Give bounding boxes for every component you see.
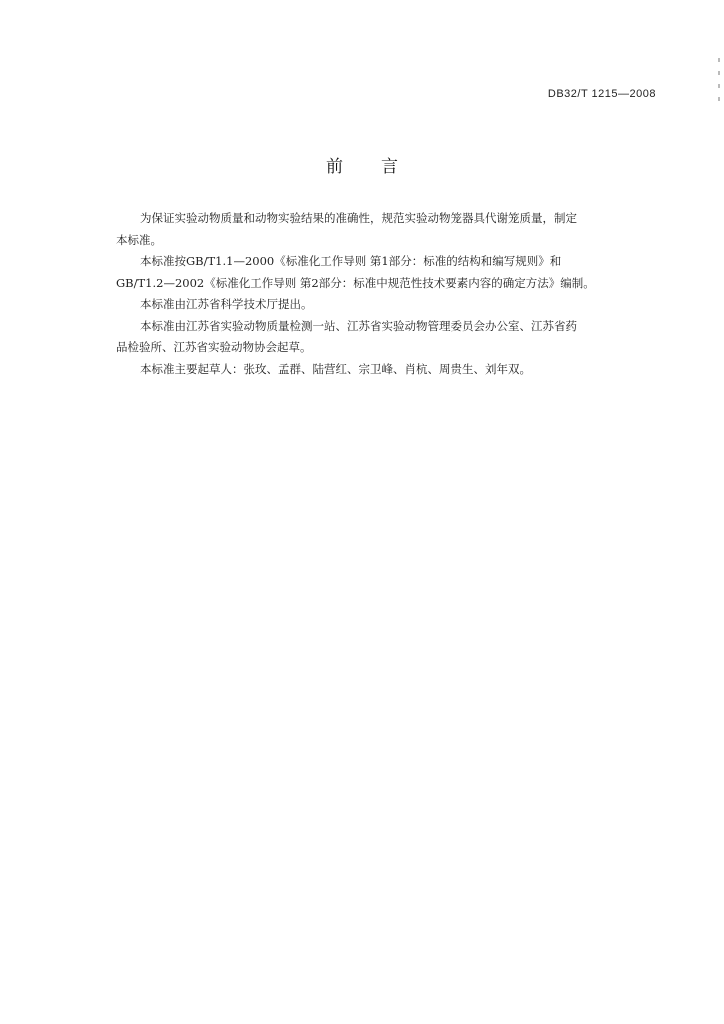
paragraph-line: GB/T1.2—2002《标准化工作导则 第2部分：标准中规范性技术要素内容的确定方法》编制。 [116,275,595,290]
paragraph-purpose [116,208,644,251]
paragraph-line: 本标准由江苏省实验动物质量检测一站、江苏省实验动物管理委员会办公室、江苏省药 [140,318,577,333]
scan-edge-marks [718,58,722,108]
scan-mark [718,71,720,75]
scan-mark [718,97,720,101]
standard-code: DB32/T 1215—2008 [547,88,656,100]
paragraph-line: 为保证实验动物质量和动物实验结果的准确性，规范实验动物笼器具代谢笼质量，制定 [140,211,577,225]
paragraph-proposer [116,294,644,316]
scan-mark [718,58,720,62]
foreword-body [116,208,644,380]
paragraph-drafting-units [116,316,644,359]
paragraph-drafters [116,359,644,381]
page-title: 前言 [326,157,436,177]
paragraph-line: 本标准按GB/T1.1—2000《标准化工作导则 第1部分：标准的结构和编写规则》和 [140,254,562,268]
scan-mark [718,84,720,88]
paragraph-line: 本标准。 [116,232,162,247]
paragraph-drafting-rules [116,251,644,294]
paragraph-line: 品检验所、江苏省实验动物协会起草。 [116,340,312,354]
paragraph-line: 本标准由江苏省科学技术厅提出。 [140,297,313,311]
paragraph-line: 本标准主要起草人：张玫、孟群、陆营红、宗卫峰、肖杭、周贵生、刘年双。 [140,361,531,376]
